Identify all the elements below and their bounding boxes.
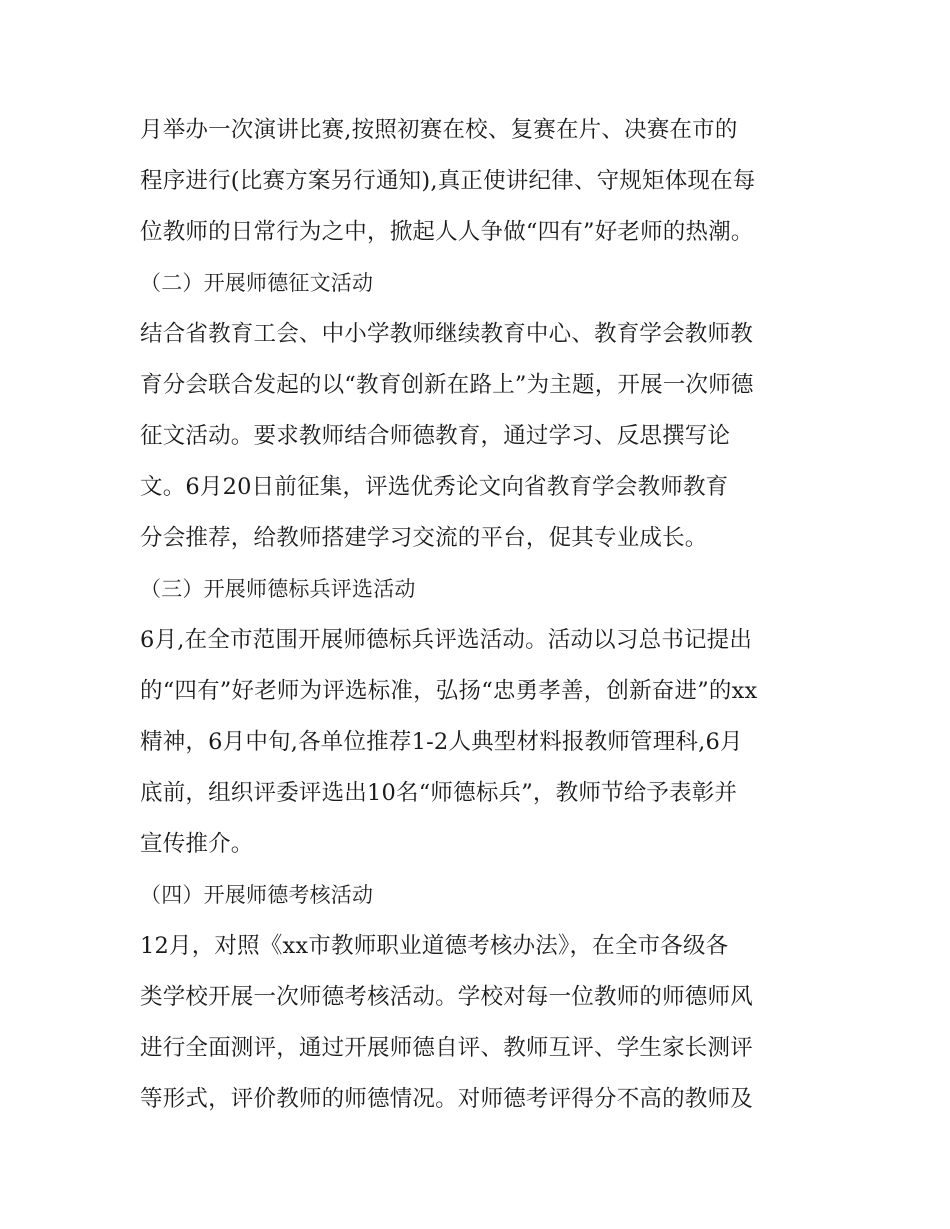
text-line: 12月，对照《xx市教师职业道德考核办法》，在全市各级各 [140,933,729,959]
section-heading: （四）开展师德考核活动 [140,883,374,907]
text-line: 宣传推介。 [140,831,254,857]
text-line: 文。6月20日前征集，评选优秀论文向省教育学会教师教育 [140,474,729,500]
text-line: 6月,在全市范围开展师德标兵评选活动。活动以习总书记提出 [140,627,753,653]
text-line: 的“四有”好老师为评选标准，弘扬“忠勇孝善，创新奋进”的xx [140,678,758,704]
text-line: 位教师的日常行为之中，掀起人人争做“四有”好老师的热潮。 [140,219,754,245]
text-line: 进行全面测评，通过开展师德自评、教师互评、学生家长测评 [140,1035,753,1061]
text-line: 育分会联合发起的以“教育创新在路上”为主题，开展一次师德 [140,372,754,398]
text-line: 征文活动。要求教师结合师德教育，通过学习、反思撰写论 [140,423,731,449]
text-line: 底前，组织评委评选出10名“师德标兵”，教师节给予表彰并 [140,780,738,806]
text-line: 类学校开展一次师德考核活动。学校对每一位教师的师德师风 [140,984,753,1010]
text-line: 月举办一次演讲比赛,按照初赛在校、复赛在片、决赛在市的 [140,117,738,143]
text-line: 精神，6月中旬,各单位推荐1-2人典型材料报教师管理科,6月 [140,729,743,755]
section-heading: （二）开展师德征文活动 [140,271,374,295]
text-line: 等形式，评价教师的师德情况。对师德考评得分不高的教师及 [140,1086,753,1112]
document-body [140,105,820,1125]
section-heading: （三）开展师德标兵评选活动 [140,577,416,601]
text-line: 程序进行(比赛方案另行通知),真正使讲纪律、守规矩体现在每 [140,168,756,194]
text-line: 结合省教育工会、中小学教师继续教育中心、教育学会教师教 [140,321,753,347]
text-line: 分会推荐，给教师搭建学习交流的平台，促其专业成长。 [140,525,708,551]
